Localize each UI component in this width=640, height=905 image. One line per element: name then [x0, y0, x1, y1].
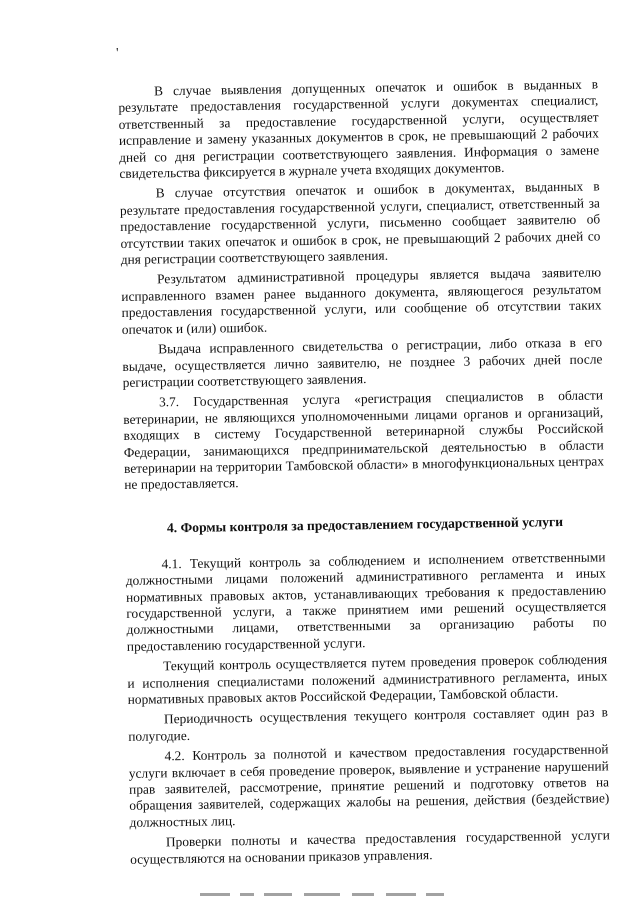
paragraph-inspections: Проверки полноты и качества предоставления государственной услуги осуществляются на основании приказов управления. [130, 827, 610, 867]
paragraph-procedure-result: Результатом административной процедуры является выдача заявителю исправленного взамен ранее выданного документа, являющегося результатом предоставления государственной услуги, или сообщение об отсутствии таких опечаток и (или) ошибок. [121, 264, 602, 337]
paragraph-no-typos: В случае отсутствия опечаток и ошибок в документах, выданных в результате предоставления государственной услуги, специалист, ответственный за предоставление государственной услуги, письменно сообщает заявителю об отсутствии таких опечаток и ошибок в срок, не превышающий 2 рабочих дней со дня регистрации соответствующего заявления. [119, 178, 601, 268]
paragraph-4-1: 4.1. Текущий контроль за соблюдением и исполнением ответственными должностными лицами положений административного регламента и иных нормативных правовых актов, устанавливающих требования к предоставлению государственной услуги, а также принятием ими решений осуществляется должностными лицами, ответственными за организацию работы по предоставлению государственной услуги. [125, 549, 607, 654]
paragraph-periodicity: Периодичность осуществления текущего контроля составляет один раз в полугодие. [128, 704, 609, 744]
section-heading-4: 4. Формы контроля за предоставлением государственной услуги [166, 513, 564, 536]
document-body [118, 76, 610, 872]
paragraph-certificate-issue: Выдача исправленного свидетельства о регистрации, либо отказа в его выдаче, осуществляется лично заявителю, не позднее 3 рабочих дней после регистрации соответствующего заявления. [122, 334, 603, 390]
page-mark: ' [116, 46, 119, 61]
scan-artifact-marks [200, 893, 460, 899]
paragraph-typo-correction: В случае выявления допущенных опечаток и ошибок в выданных в результате предоставления государственной услуги документах специалист, ответственный за предоставление государственной услуги, осуществляет исправление и замену указанных документов в срок, не превышающий 2 рабочих дней со дня регистрации соответствующего заявления. Информация о замене свидетельства фиксируется в журнале учета входящих документов. [118, 76, 600, 182]
paragraph-3-7: 3.7. Государственная услуга «регистрация специалистов в области ветеринарии, не являющихся уполномоченными лицами органов и организаций, входящих в систему Государственной ветеринарной службы Российской Федерации, занимающихся предпринимательской деятельностью в области ветеринарии на территории Тамбовской области» в многофункциональных центрах не предоставляется. [123, 387, 605, 493]
paragraph-4-2: 4.2. Контроль за полнотой и качеством предоставления государственной услуги включает в себя проведение проверок, выявление и устранение нарушений прав заявителей, рассмотрение, принятие решений и подготовку ответов на обращения заявителей, содержащих жалобы на решения, действия (бездействие) должностных лиц. [128, 741, 610, 830]
paragraph-current-control: Текущий контроль осуществляется путем проведения проверок соблюдения и исполнения специалистами положений административного регламента, иных нормативных правовых актов Российской Федерации, Тамбовской области. [127, 651, 608, 707]
